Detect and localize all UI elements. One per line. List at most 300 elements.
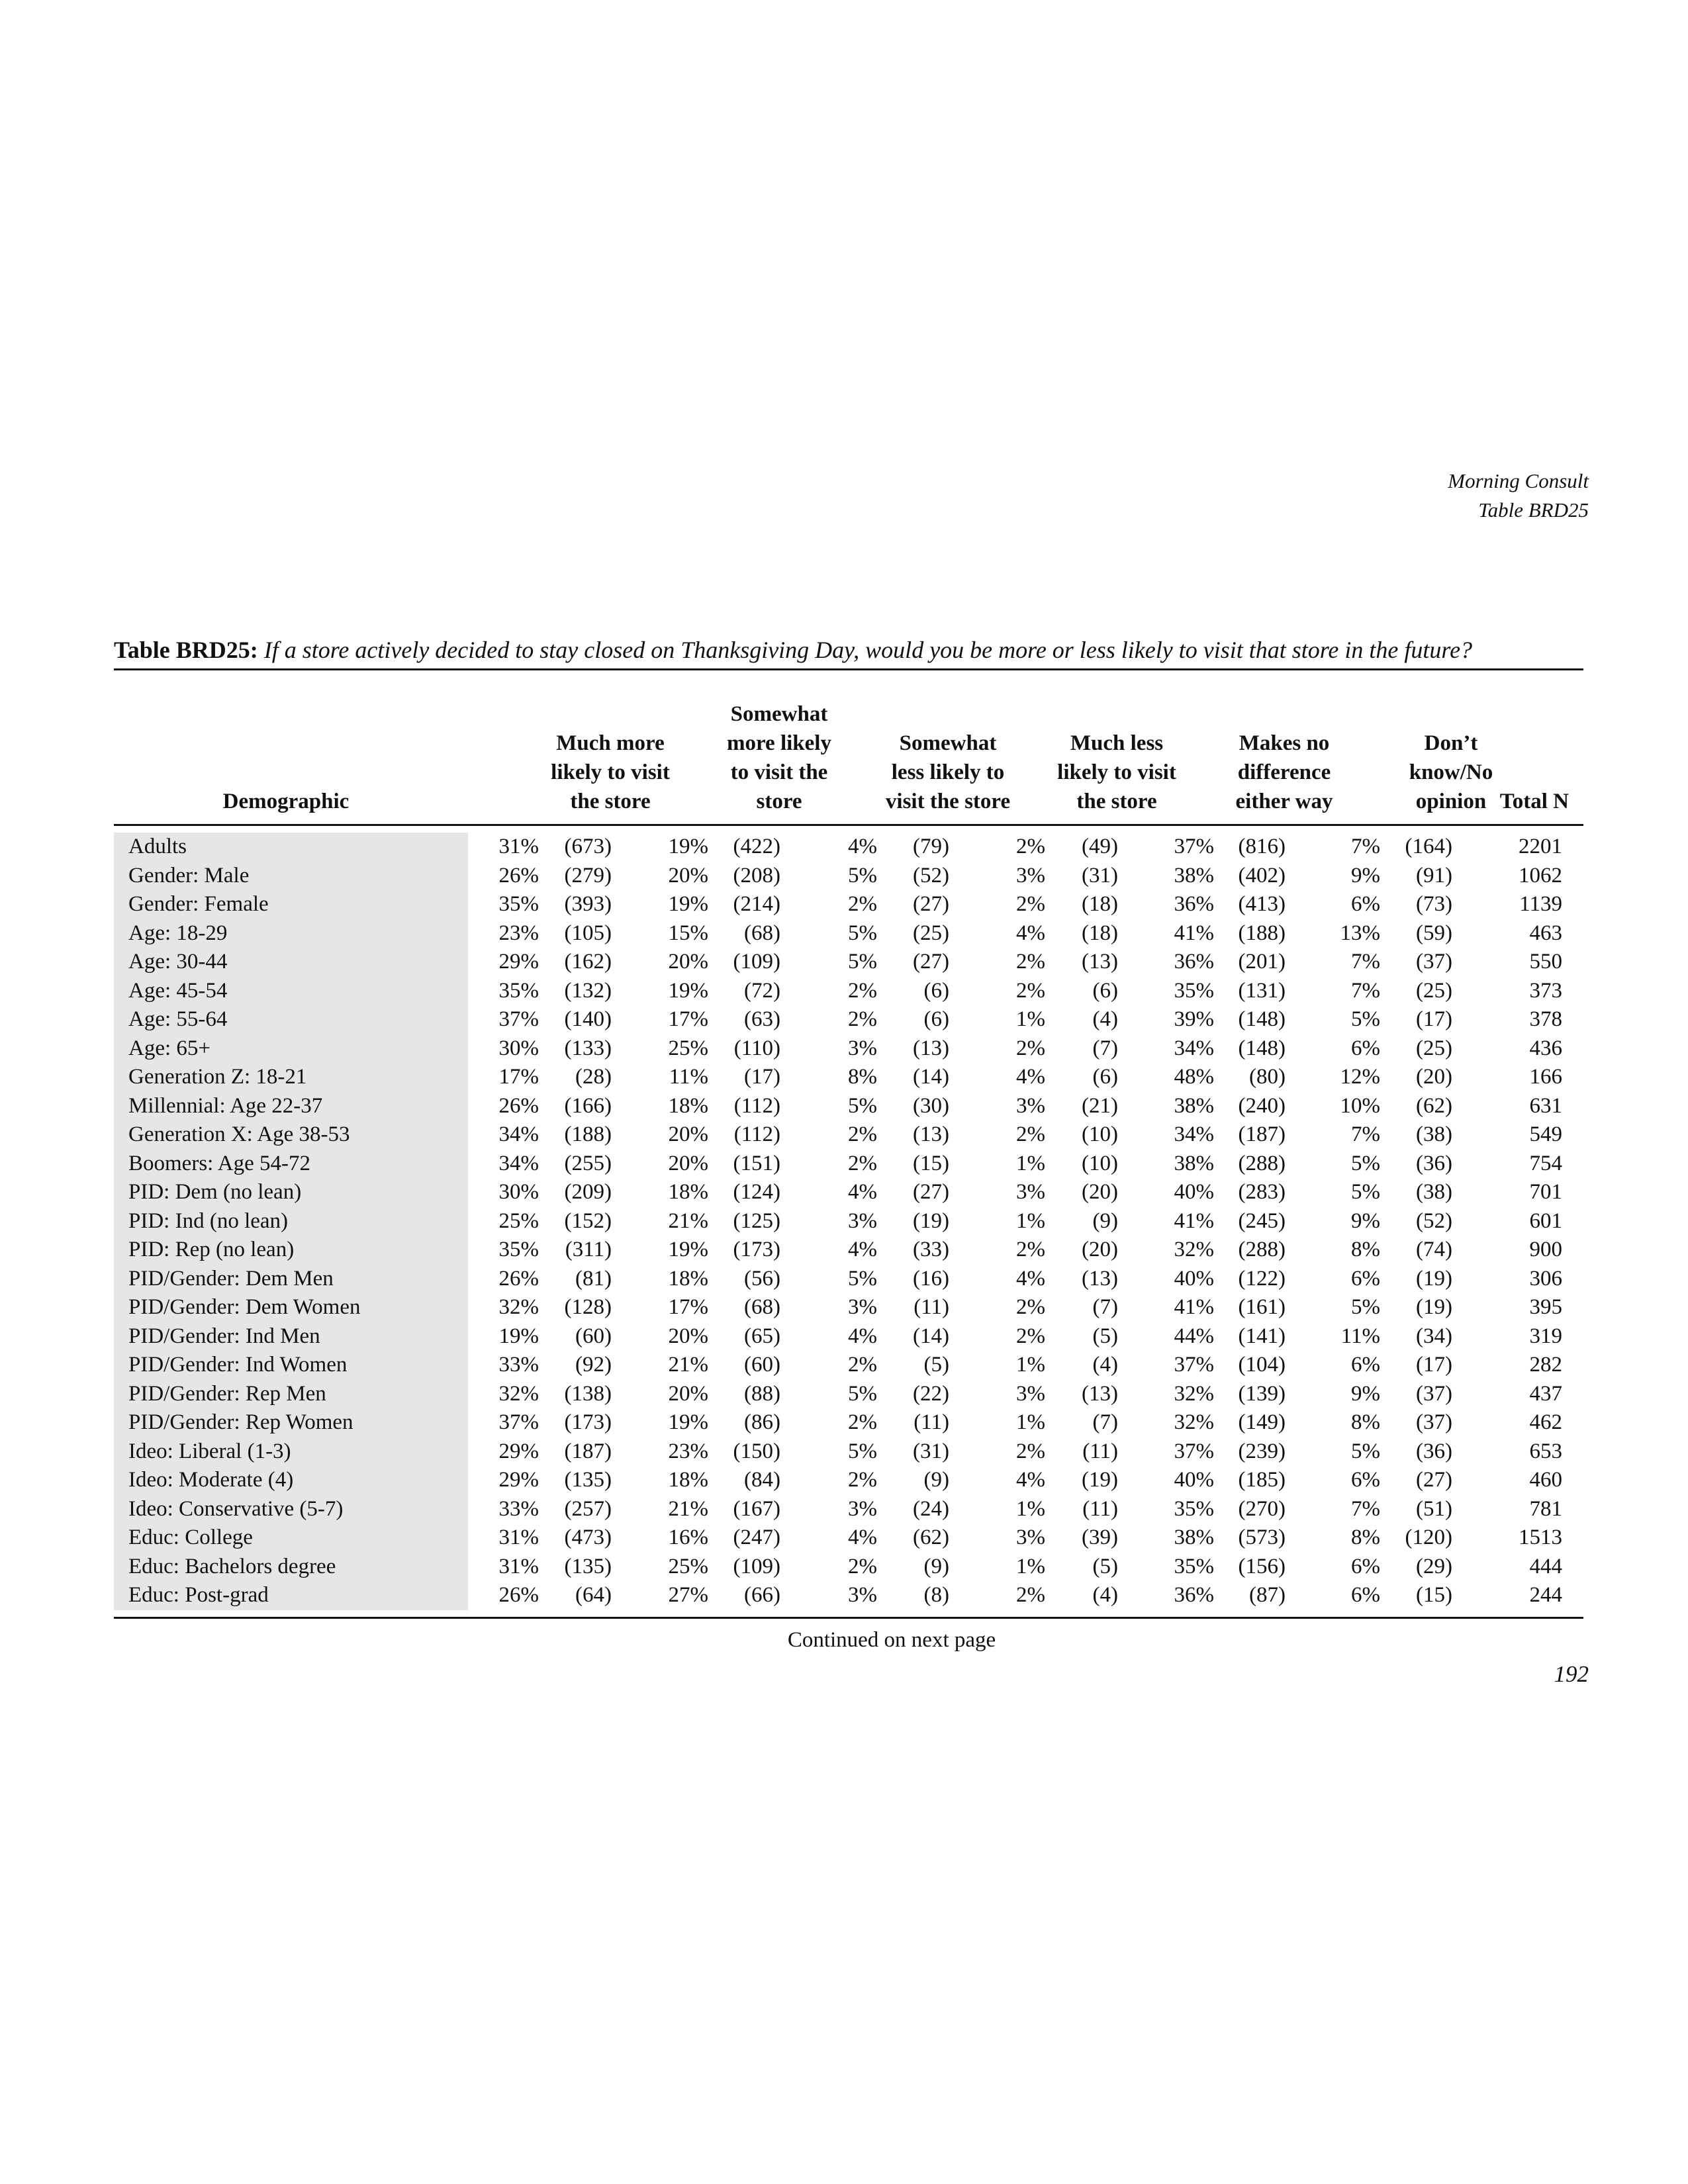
cell-percent: 4% [848, 1180, 877, 1204]
cell-total: 1062 [1519, 863, 1562, 887]
continued-note: Continued on next page [787, 1627, 996, 1652]
cell-count: (255) [564, 1151, 612, 1175]
cell-percent: 48% [1174, 1065, 1214, 1089]
row-label: Educ: Bachelors degree [114, 1553, 468, 1582]
cell-percent: 32% [498, 1295, 539, 1319]
cell-percent: 41% [1174, 1208, 1214, 1233]
cell-percent: 16% [668, 1525, 708, 1549]
cell-count: (413) [1238, 892, 1286, 916]
cell-percent: 5% [1351, 1439, 1380, 1463]
table-row [114, 1408, 1583, 1437]
cell-percent: 4% [848, 835, 877, 858]
column-header-row [114, 670, 1583, 824]
cell-count: (270) [1238, 1496, 1286, 1521]
cell-percent: 30% [498, 1036, 539, 1060]
cell-total: 631 [1529, 1093, 1562, 1118]
cell-percent: 23% [668, 1439, 708, 1463]
column-header-line: either way [1235, 790, 1333, 813]
cell-percent: 6% [1351, 1266, 1380, 1291]
cell-count: (6) [923, 1007, 949, 1031]
column-header-line: to visit the [730, 760, 828, 784]
cell-percent: 6% [1351, 1583, 1380, 1607]
cell-count: (133) [564, 1036, 612, 1060]
cell-count: (135) [564, 1468, 612, 1492]
cell-percent: 31% [498, 1525, 539, 1549]
cell-count: (5) [923, 1353, 949, 1377]
cell-count: (6) [1092, 978, 1118, 1003]
cell-count: (9) [1092, 1208, 1118, 1233]
cell-count: (52) [913, 863, 949, 887]
column-header-line: Don’t [1424, 731, 1478, 755]
cell-percent: 35% [1174, 1496, 1214, 1521]
cell-count: (187) [564, 1439, 612, 1463]
cell-percent: 2% [848, 1007, 877, 1031]
column-header-4 [1024, 729, 1209, 816]
cell-count: (214) [733, 892, 780, 916]
cell-count: (92) [575, 1353, 612, 1377]
cell-percent: 2% [848, 892, 877, 916]
table-row [114, 1034, 1583, 1064]
row-label: Gender: Female [114, 890, 468, 919]
cell-percent: 3% [848, 1583, 877, 1607]
cell-count: (128) [564, 1295, 612, 1319]
cell-count: (63) [744, 1007, 780, 1031]
cell-percent: 7% [1351, 1122, 1380, 1146]
table-row [114, 1581, 1583, 1610]
cell-count: (39) [1082, 1525, 1118, 1549]
cell-count: (65) [744, 1324, 780, 1348]
cell-count: (135) [564, 1554, 612, 1578]
cell-percent: 37% [498, 1410, 539, 1434]
cell-percent: 20% [668, 863, 708, 887]
cell-percent: 5% [1351, 1151, 1380, 1175]
cell-count: (573) [1238, 1525, 1286, 1549]
table-row [114, 1005, 1583, 1034]
cell-percent: 3% [848, 1295, 877, 1319]
column-header-line: Somewhat [730, 702, 828, 726]
table-row [114, 948, 1583, 977]
cell-percent: 5% [848, 1381, 877, 1406]
cell-percent: 3% [1016, 863, 1045, 887]
cell-percent: 5% [848, 1439, 877, 1463]
cell-percent: 35% [1174, 978, 1214, 1003]
cell-percent: 6% [1351, 1468, 1380, 1492]
cell-percent: 35% [498, 892, 539, 916]
cell-percent: 33% [498, 1496, 539, 1521]
cell-percent: 35% [1174, 1554, 1214, 1578]
cell-count: (15) [913, 1151, 949, 1175]
cell-percent: 1% [1016, 1554, 1045, 1578]
cell-count: (68) [744, 1295, 780, 1319]
cell-total: 463 [1529, 921, 1562, 945]
row-label: Millennial: Age 22-37 [114, 1092, 468, 1121]
cell-total: 437 [1529, 1381, 1562, 1406]
cell-count: (185) [1238, 1468, 1286, 1492]
cell-percent: 15% [668, 921, 708, 945]
cell-percent: 37% [1174, 1353, 1214, 1377]
cell-count: (188) [1238, 921, 1286, 945]
cell-count: (104) [1238, 1353, 1286, 1377]
cell-total: 701 [1529, 1180, 1562, 1204]
cell-count: (38) [1416, 1122, 1452, 1146]
cell-percent: 29% [498, 1468, 539, 1492]
cell-count: (152) [564, 1208, 612, 1233]
cell-percent: 20% [668, 1151, 708, 1175]
cell-count: (38) [1416, 1180, 1452, 1204]
cell-count: (187) [1238, 1122, 1286, 1146]
cell-count: (131) [1238, 978, 1286, 1003]
cell-percent: 36% [1174, 950, 1214, 974]
cell-percent: 38% [1174, 863, 1214, 887]
cell-percent: 3% [1016, 1381, 1045, 1406]
cell-percent: 40% [1174, 1266, 1214, 1291]
cell-count: (112) [733, 1093, 780, 1118]
cell-percent: 37% [498, 1007, 539, 1031]
cell-count: (120) [1405, 1525, 1452, 1549]
row-label: PID/Gender: Dem Men [114, 1265, 468, 1294]
cell-count: (27) [1416, 1468, 1452, 1492]
table-row [114, 1092, 1583, 1121]
cell-count: (80) [1249, 1065, 1286, 1089]
table-row [114, 1150, 1583, 1179]
cell-total: 550 [1529, 950, 1562, 974]
cell-count: (257) [564, 1496, 612, 1521]
cell-percent: 31% [498, 835, 539, 858]
cell-percent: 21% [668, 1208, 708, 1233]
cell-count: (673) [564, 835, 612, 858]
column-header-5 [1192, 729, 1377, 816]
cell-count: (27) [913, 1180, 949, 1204]
column-header-line: likely to visit [551, 760, 670, 784]
cell-count: (37) [1416, 1410, 1452, 1434]
cell-percent: 31% [498, 1554, 539, 1578]
cell-total: 601 [1529, 1208, 1562, 1233]
cell-count: (173) [733, 1238, 780, 1261]
cell-percent: 2% [1016, 1295, 1045, 1319]
cell-total: 395 [1529, 1295, 1562, 1319]
cell-total: 653 [1529, 1439, 1562, 1463]
cell-count: (13) [913, 1036, 949, 1060]
cell-count: (138) [564, 1381, 612, 1406]
cell-count: (13) [1082, 1266, 1118, 1291]
cell-percent: 2% [1016, 950, 1045, 974]
row-label: PID/Gender: Rep Women [114, 1408, 468, 1437]
cell-count: (422) [733, 835, 780, 858]
cell-percent: 2% [1016, 1324, 1045, 1348]
cell-percent: 5% [848, 921, 877, 945]
cell-percent: 30% [498, 1180, 539, 1204]
cell-percent: 26% [498, 863, 539, 887]
cell-count: (51) [1416, 1496, 1452, 1521]
cell-count: (84) [744, 1468, 780, 1492]
cell-percent: 3% [1016, 1093, 1045, 1118]
cell-count: (11) [914, 1410, 949, 1434]
cell-percent: 17% [668, 1007, 708, 1031]
row-label: PID: Rep (no lean) [114, 1236, 468, 1265]
cell-percent: 17% [668, 1295, 708, 1319]
cell-count: (162) [564, 950, 612, 974]
bottom-rule [114, 1617, 1583, 1619]
cell-count: (5) [1092, 1324, 1118, 1348]
cell-count: (25) [1416, 978, 1452, 1003]
cell-count: (311) [565, 1238, 612, 1261]
cell-count: (4) [1092, 1353, 1118, 1377]
cell-percent: 13% [1340, 921, 1380, 945]
cell-count: (125) [733, 1208, 780, 1233]
cell-percent: 2% [1016, 1122, 1045, 1146]
cell-percent: 2% [1016, 835, 1045, 858]
column-header-line: Makes no [1239, 731, 1330, 755]
table-row [114, 1322, 1583, 1351]
cell-percent: 1% [1016, 1007, 1045, 1031]
cell-count: (27) [913, 892, 949, 916]
cell-percent: 5% [848, 863, 877, 887]
cell-count: (167) [733, 1496, 780, 1521]
cell-count: (17) [744, 1065, 780, 1089]
column-header-line: more likely [727, 731, 831, 755]
cell-count: (122) [1238, 1266, 1286, 1291]
row-label: Ideo: Conservative (5-7) [114, 1495, 468, 1524]
cell-percent: 34% [1174, 1122, 1214, 1146]
cell-percent: 2% [848, 1468, 877, 1492]
column-header-1 [518, 729, 703, 816]
row-label: Age: 55-64 [114, 1005, 468, 1034]
column-header-line: less likely to [891, 760, 1005, 784]
cell-percent: 32% [1174, 1381, 1214, 1406]
cell-count: (816) [1238, 835, 1286, 858]
cell-count: (81) [575, 1266, 612, 1291]
cell-count: (164) [1405, 835, 1452, 858]
cell-count: (56) [744, 1266, 780, 1291]
cell-count: (73) [1416, 892, 1452, 916]
cell-percent: 8% [1351, 1410, 1380, 1434]
cell-count: (166) [564, 1093, 612, 1118]
cell-total: 373 [1529, 978, 1562, 1003]
table-row [114, 1495, 1583, 1524]
cell-total: 781 [1529, 1496, 1562, 1521]
cell-total: 319 [1529, 1324, 1562, 1348]
cell-percent: 34% [1174, 1036, 1214, 1060]
table-row [114, 1207, 1583, 1236]
cell-percent: 19% [668, 835, 708, 858]
cell-count: (37) [1416, 1381, 1452, 1406]
row-label: Generation X: Age 38-53 [114, 1120, 468, 1150]
cell-percent: 1% [1016, 1353, 1045, 1377]
cell-percent: 39% [1174, 1007, 1214, 1031]
column-header-3 [855, 729, 1041, 816]
cell-count: (239) [1238, 1439, 1286, 1463]
cell-percent: 38% [1174, 1151, 1214, 1175]
table-row [114, 1524, 1583, 1553]
cell-percent: 2% [848, 1353, 877, 1377]
cell-percent: 36% [1174, 892, 1214, 916]
cell-count: (22) [913, 1381, 949, 1406]
column-header-line: likely to visit [1057, 760, 1176, 784]
cell-percent: 6% [1351, 1353, 1380, 1377]
row-label: PID/Gender: Dem Women [114, 1293, 468, 1322]
cell-count: (20) [1082, 1238, 1118, 1261]
row-label: Age: 45-54 [114, 977, 468, 1006]
table-row [114, 1437, 1583, 1467]
cell-percent: 2% [1016, 1583, 1045, 1607]
table-title [114, 634, 1583, 668]
cell-count: (13) [913, 1122, 949, 1146]
crosstab-table [114, 634, 1583, 1656]
cell-percent: 2% [1016, 1036, 1045, 1060]
cell-percent: 8% [1351, 1238, 1380, 1261]
cell-count: (17) [1416, 1007, 1452, 1031]
cell-percent: 41% [1174, 1295, 1214, 1319]
cell-percent: 21% [668, 1496, 708, 1521]
cell-count: (151) [733, 1151, 780, 1175]
row-label: PID: Dem (no lean) [114, 1178, 468, 1207]
row-label: Ideo: Moderate (4) [114, 1466, 468, 1495]
cell-percent: 4% [848, 1525, 877, 1549]
cell-total: 1139 [1519, 892, 1562, 916]
cell-count: (245) [1238, 1208, 1286, 1233]
cell-percent: 19% [498, 1324, 539, 1348]
cell-percent: 18% [668, 1468, 708, 1492]
row-label: Age: 18-29 [114, 919, 468, 948]
cell-count: (68) [744, 921, 780, 945]
cell-count: (13) [1082, 950, 1118, 974]
cell-count: (15) [1416, 1583, 1452, 1607]
table-row [114, 977, 1583, 1006]
org-name: Morning Consult [1448, 469, 1589, 492]
cell-percent: 4% [1016, 1266, 1045, 1291]
cell-count: (25) [1416, 1036, 1452, 1060]
cell-count: (24) [913, 1496, 949, 1521]
cell-count: (10) [1082, 1122, 1118, 1146]
row-label: Age: 30-44 [114, 948, 468, 977]
column-header-2 [686, 700, 872, 816]
cell-count: (148) [1238, 1007, 1286, 1031]
column-header-line: the store [570, 790, 651, 813]
cell-count: (66) [744, 1583, 780, 1607]
table-body [114, 833, 1583, 1610]
cell-percent: 20% [668, 950, 708, 974]
cell-percent: 2% [848, 1554, 877, 1578]
cell-percent: 26% [498, 1583, 539, 1607]
cell-count: (87) [1249, 1583, 1286, 1607]
cell-percent: 4% [1016, 1468, 1045, 1492]
cell-count: (149) [1238, 1410, 1286, 1434]
column-header-line: the store [1076, 790, 1157, 813]
table-row [114, 833, 1583, 862]
column-header-line: store [756, 790, 802, 813]
cell-count: (247) [733, 1525, 780, 1549]
cell-percent: 18% [668, 1266, 708, 1291]
cell-percent: 19% [668, 1238, 708, 1261]
cell-percent: 2% [1016, 1238, 1045, 1261]
cell-count: (7) [1092, 1410, 1118, 1434]
cell-count: (208) [733, 863, 780, 887]
cell-count: (64) [575, 1583, 612, 1607]
cell-count: (283) [1238, 1180, 1286, 1204]
cell-percent: 9% [1351, 863, 1380, 887]
cell-count: (36) [1416, 1439, 1452, 1463]
cell-count: (124) [733, 1180, 780, 1204]
table-row [114, 1120, 1583, 1150]
cell-percent: 23% [498, 921, 539, 945]
cell-count: (21) [1082, 1093, 1118, 1118]
cell-count: (7) [1092, 1036, 1118, 1060]
cell-total: 436 [1529, 1036, 1562, 1060]
cell-percent: 2% [1016, 892, 1045, 916]
cell-count: (140) [564, 1007, 612, 1031]
cell-count: (28) [575, 1065, 612, 1089]
cell-percent: 10% [1340, 1093, 1380, 1118]
cell-percent: 9% [1351, 1381, 1380, 1406]
cell-count: (16) [913, 1266, 949, 1291]
column-header-demographic: Demographic [222, 790, 350, 813]
cell-percent: 4% [848, 1324, 877, 1348]
cell-percent: 25% [668, 1554, 708, 1578]
table-row [114, 862, 1583, 891]
cell-total: 282 [1529, 1353, 1562, 1377]
cell-total: 1513 [1519, 1525, 1562, 1549]
cell-total: 549 [1529, 1122, 1562, 1146]
cell-count: (288) [1238, 1238, 1286, 1261]
cell-count: (11) [914, 1295, 949, 1319]
cell-percent: 20% [668, 1122, 708, 1146]
cell-percent: 17% [498, 1065, 539, 1089]
column-header-line: know/No [1409, 760, 1493, 784]
cell-total: 462 [1529, 1410, 1562, 1434]
cell-percent: 25% [498, 1208, 539, 1233]
cell-percent: 20% [668, 1381, 708, 1406]
cell-count: (201) [1238, 950, 1286, 974]
row-label: Generation Z: 18-21 [114, 1063, 468, 1092]
cell-count: (37) [1416, 950, 1452, 974]
table-row [114, 919, 1583, 948]
cell-total: 460 [1529, 1468, 1562, 1492]
column-header-line: Somewhat [899, 731, 997, 755]
table-row [114, 1178, 1583, 1207]
cell-percent: 26% [498, 1093, 539, 1118]
cell-percent: 2% [848, 1151, 877, 1175]
cell-percent: 5% [1351, 1007, 1380, 1031]
column-header-line: visit the store [885, 790, 1011, 813]
cell-count: (10) [1082, 1151, 1118, 1175]
cell-count: (7) [1092, 1295, 1118, 1319]
cell-percent: 19% [668, 1410, 708, 1434]
cell-count: (79) [913, 835, 949, 858]
row-label: PID/Gender: Rep Men [114, 1380, 468, 1409]
cell-percent: 2% [1016, 1439, 1045, 1463]
cell-percent: 11% [669, 1065, 708, 1089]
cell-percent: 34% [498, 1122, 539, 1146]
cell-count: (150) [733, 1439, 780, 1463]
cell-percent: 7% [1351, 1496, 1380, 1521]
column-header-total: Total N [1499, 790, 1569, 813]
cell-percent: 5% [1351, 1295, 1380, 1319]
cell-percent: 37% [1174, 835, 1214, 858]
table-row [114, 890, 1583, 919]
row-label: Boomers: Age 54-72 [114, 1150, 468, 1179]
cell-count: (11) [1082, 1439, 1118, 1463]
cell-percent: 38% [1174, 1093, 1214, 1118]
table-row [114, 1063, 1583, 1092]
cell-count: (33) [913, 1238, 949, 1261]
cell-count: (29) [1416, 1554, 1452, 1578]
cell-count: (91) [1416, 863, 1452, 887]
cell-total: 378 [1529, 1007, 1562, 1031]
cell-count: (19) [1082, 1468, 1118, 1492]
cell-count: (25) [913, 921, 949, 945]
table-row [114, 1293, 1583, 1322]
cell-percent: 1% [1016, 1208, 1045, 1233]
